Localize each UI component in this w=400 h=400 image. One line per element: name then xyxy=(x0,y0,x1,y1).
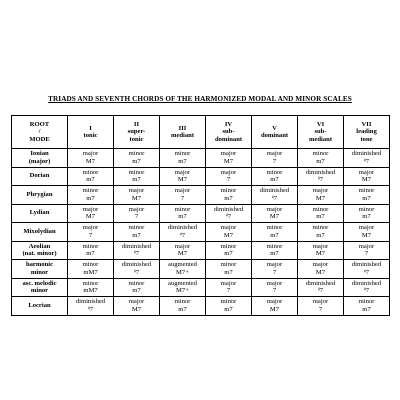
chord-line: ᶿ7 xyxy=(133,250,140,258)
chord-line: major xyxy=(312,187,329,195)
chord-cell xyxy=(252,278,298,297)
chord-cell xyxy=(298,297,344,316)
chord-line: minor xyxy=(128,279,145,287)
table-row xyxy=(12,186,390,205)
chord-line: m7 xyxy=(224,194,233,202)
chord-cell xyxy=(206,167,252,186)
chord-line: minor xyxy=(82,261,99,269)
header-degree-line: IV xyxy=(224,120,233,128)
chord-line: M7+ xyxy=(176,268,189,276)
chord-line: ᶿ7 xyxy=(317,176,324,184)
header-root-mode-line: MODE xyxy=(29,135,50,143)
chord-line: ᶿ7 xyxy=(363,268,370,276)
header-root-mode-line: ROOT xyxy=(29,120,50,128)
mode-name-line: Ionian xyxy=(30,150,49,158)
chord-cell xyxy=(344,241,390,260)
header-degree-line: leading xyxy=(356,128,377,136)
header-row xyxy=(12,116,390,149)
chord-cell xyxy=(68,149,114,168)
header-degree-line: VII xyxy=(361,120,372,128)
chord-line: m7 xyxy=(270,231,279,239)
chord-line: minor xyxy=(82,168,99,176)
chord-cell xyxy=(68,167,114,186)
chord-line: mM7 xyxy=(83,268,98,276)
chord-line: minor xyxy=(312,224,329,232)
mode-name-line: (major) xyxy=(28,157,51,165)
chord-line: ᶿ7 xyxy=(179,231,186,239)
chord-cell xyxy=(206,223,252,242)
chord-cell xyxy=(160,260,206,279)
header-degree-line: tonic xyxy=(83,132,98,139)
document-title: TRIADS AND SEVENTH CHORDS OF THE HARMONIZED MODAL AND MINOR SCALES xyxy=(48,95,352,103)
chord-cell xyxy=(298,223,344,242)
chord-cell xyxy=(344,167,390,186)
chord-cell xyxy=(68,223,114,242)
chord-line: major xyxy=(358,242,375,250)
header-degree-line: sub- xyxy=(314,128,327,136)
header-degree-line: mediant xyxy=(170,132,195,139)
chord-line: m7 xyxy=(362,194,371,202)
chord-cell xyxy=(298,149,344,168)
chord-line: major xyxy=(128,298,145,306)
mode-name-line: Lydian xyxy=(29,209,50,217)
chord-line: 7 xyxy=(226,287,231,295)
chord-line: ᶿ7 xyxy=(363,157,370,165)
chord-cell xyxy=(344,149,390,168)
chord-line: ᶿ7 xyxy=(271,194,278,202)
chord-cell xyxy=(206,149,252,168)
chord-line: major xyxy=(220,150,237,158)
mode-name-cell xyxy=(12,241,68,260)
chord-line: 7 xyxy=(180,194,185,202)
chord-line: m7 xyxy=(86,176,95,184)
chord-line: major xyxy=(266,279,283,287)
mode-name-cell xyxy=(12,223,68,242)
chord-line: minor xyxy=(128,150,145,158)
mode-name-line: asc. melodic xyxy=(22,279,57,287)
chord-line: diminished xyxy=(75,298,106,306)
chord-line: M7+ xyxy=(176,287,189,295)
chord-line: diminished xyxy=(351,261,382,269)
chord-cell xyxy=(114,167,160,186)
chord-cell xyxy=(160,241,206,260)
chord-line: major xyxy=(82,205,99,213)
chord-line: minor xyxy=(220,261,237,269)
table-row xyxy=(12,204,390,223)
chord-line: minor xyxy=(358,205,375,213)
mode-name-line: minor xyxy=(30,268,49,276)
mode-name-line: Dorian xyxy=(29,172,50,180)
chord-cell xyxy=(298,167,344,186)
chord-cell xyxy=(344,204,390,223)
chord-line: 7 xyxy=(272,157,277,165)
chord-line: major xyxy=(82,150,99,158)
chord-line: minor xyxy=(312,150,329,158)
chord-line: minor xyxy=(174,298,191,306)
mode-name-cell xyxy=(12,186,68,205)
mode-name-cell xyxy=(12,204,68,223)
chord-line: 7 xyxy=(364,250,369,258)
chord-cell xyxy=(298,278,344,297)
chord-line: m7 xyxy=(178,213,187,221)
table-row xyxy=(12,260,390,279)
chord-cell xyxy=(298,260,344,279)
chord-cell xyxy=(344,260,390,279)
chord-cell xyxy=(114,241,160,260)
chord-line: major xyxy=(128,205,145,213)
mode-name-line: Mixolydian xyxy=(23,227,56,235)
chord-cell xyxy=(160,223,206,242)
chord-line: minor xyxy=(220,242,237,250)
chord-cell xyxy=(252,297,298,316)
chord-line: minor xyxy=(358,298,375,306)
chord-line: M7 xyxy=(223,231,234,239)
chord-cell xyxy=(68,297,114,316)
chord-line: m7 xyxy=(270,250,279,258)
mode-name-line: minor xyxy=(30,287,49,295)
table-row xyxy=(12,278,390,297)
chord-line: augmented xyxy=(168,261,197,269)
chord-line: m7 xyxy=(86,250,95,258)
chord-line: minor xyxy=(174,205,191,213)
chord-cell xyxy=(160,204,206,223)
header-degree-line: mediant xyxy=(308,135,333,143)
chord-line: 7 xyxy=(134,213,139,221)
chord-cell xyxy=(68,186,114,205)
chord-cell xyxy=(160,149,206,168)
mode-name-cell xyxy=(12,149,68,168)
header-root-mode-line: / xyxy=(38,128,41,136)
chord-line: M7 xyxy=(177,250,188,258)
chord-line: major xyxy=(174,168,191,176)
chord-line: m7 xyxy=(316,157,325,165)
header-degree-line: sub- xyxy=(222,128,235,136)
chord-cell xyxy=(344,223,390,242)
chord-cell xyxy=(206,278,252,297)
chord-line: minor xyxy=(82,242,99,250)
chord-line: M7 xyxy=(269,213,280,221)
chord-line: minor xyxy=(266,242,283,250)
chord-cell xyxy=(160,167,206,186)
chord-cell xyxy=(344,186,390,205)
chord-line: M7 xyxy=(269,305,280,313)
header-degree-5 xyxy=(252,116,298,149)
header-degree-2 xyxy=(114,116,160,149)
chord-cell xyxy=(298,241,344,260)
mode-name-cell xyxy=(12,278,68,297)
chord-cell xyxy=(114,149,160,168)
chord-cell xyxy=(114,204,160,223)
chord-line: m7 xyxy=(132,157,141,165)
chord-line: major xyxy=(266,205,283,213)
chord-cell xyxy=(344,297,390,316)
chord-line: M7 xyxy=(131,305,142,313)
chord-cell xyxy=(252,260,298,279)
table-body xyxy=(12,149,390,316)
chord-cell xyxy=(206,204,252,223)
chord-line: 7 xyxy=(272,268,277,276)
chord-line: m7 xyxy=(224,250,233,258)
header-degree-line: II xyxy=(133,120,140,128)
chord-line: major xyxy=(358,224,375,232)
chord-line: augmented xyxy=(168,279,197,287)
chord-line: M7 xyxy=(315,268,326,276)
chord-line: M7 xyxy=(315,250,326,258)
chord-line: diminished xyxy=(351,150,382,158)
chord-line: minor xyxy=(82,187,99,195)
chord-cell xyxy=(160,278,206,297)
chord-line: diminished xyxy=(167,224,198,232)
table-row xyxy=(12,167,390,186)
chord-line: minor xyxy=(82,279,99,287)
header-degree-7 xyxy=(344,116,390,149)
chord-line: diminished xyxy=(213,205,244,213)
chord-line: major xyxy=(266,298,283,306)
chord-line: m7 xyxy=(132,287,141,295)
table-row xyxy=(12,241,390,260)
chord-line: m7 xyxy=(132,231,141,239)
mode-name-cell xyxy=(12,297,68,316)
chord-line: m7 xyxy=(132,176,141,184)
chord-line: m7 xyxy=(362,305,371,313)
chord-line: m7 xyxy=(316,231,325,239)
header-degree-3 xyxy=(160,116,206,149)
chord-line: mM7 xyxy=(83,287,98,295)
header-degree-line: dominant xyxy=(214,135,243,143)
chord-line: M7 xyxy=(131,194,142,202)
table-row xyxy=(12,223,390,242)
chord-cell xyxy=(206,186,252,205)
chord-line: ᶿ7 xyxy=(317,287,324,295)
chord-cell xyxy=(206,297,252,316)
chord-line: major xyxy=(266,150,283,158)
mode-name-line: Aeolian xyxy=(28,242,51,250)
chord-cell xyxy=(114,223,160,242)
chord-line: m7 xyxy=(86,194,95,202)
chord-line: minor xyxy=(174,150,191,158)
chord-line: diminished xyxy=(121,242,152,250)
header-root-mode xyxy=(12,116,68,149)
chord-line: 7 xyxy=(88,231,93,239)
chord-line: m7 xyxy=(178,157,187,165)
chord-line: m7 xyxy=(362,213,371,221)
chord-line: major xyxy=(82,224,99,232)
chord-line: major xyxy=(312,242,329,250)
chord-line: major xyxy=(312,261,329,269)
chord-cell xyxy=(252,149,298,168)
mode-name-line: (nat. minor) xyxy=(22,250,57,258)
chord-cell xyxy=(298,186,344,205)
chord-cell xyxy=(160,186,206,205)
mode-name-line: Phrygian xyxy=(26,190,53,198)
chord-line: minor xyxy=(220,187,237,195)
mode-name-line: harmonic xyxy=(25,261,54,269)
chord-cell xyxy=(252,241,298,260)
header-degree-4 xyxy=(206,116,252,149)
chord-line: major xyxy=(174,187,191,195)
chord-line: minor xyxy=(220,298,237,306)
chord-line: minor xyxy=(266,168,283,176)
chord-cell xyxy=(206,241,252,260)
chord-cell xyxy=(206,260,252,279)
chord-line: ᶿ7 xyxy=(225,213,232,221)
chord-table xyxy=(11,115,390,316)
chord-line: major xyxy=(128,187,145,195)
chord-line: major xyxy=(266,261,283,269)
header-degree-line: tonic xyxy=(129,135,144,143)
mode-name-cell xyxy=(12,260,68,279)
chord-cell xyxy=(114,278,160,297)
chord-line: M7 xyxy=(223,157,234,165)
chord-line: m7 xyxy=(178,305,187,313)
header-degree-line: tone xyxy=(360,135,373,143)
chord-line: minor xyxy=(266,224,283,232)
header-degree-line: super- xyxy=(127,128,146,136)
chord-line: M7 xyxy=(85,157,96,165)
chord-line: major xyxy=(312,298,329,306)
chord-line: diminished xyxy=(351,279,382,287)
header-degree-6 xyxy=(298,116,344,149)
chord-line: minor xyxy=(128,168,145,176)
chord-cell xyxy=(252,167,298,186)
header-degree-line: V xyxy=(272,124,277,132)
chord-cell xyxy=(114,186,160,205)
chord-line: m7 xyxy=(316,213,325,221)
header-degree-line: I xyxy=(89,124,92,132)
chord-cell xyxy=(252,223,298,242)
chord-line: 7 xyxy=(272,287,277,295)
chord-cell xyxy=(252,186,298,205)
chord-line: minor xyxy=(128,224,145,232)
chord-line: diminished xyxy=(259,187,290,195)
mode-name-line: Locrian xyxy=(28,301,51,309)
chord-line: M7 xyxy=(361,231,372,239)
table-header xyxy=(12,116,390,149)
chord-line: major xyxy=(220,168,237,176)
header-degree-1 xyxy=(68,116,114,149)
chord-line: m7 xyxy=(270,176,279,184)
chord-cell xyxy=(68,241,114,260)
chord-line: major xyxy=(220,279,237,287)
chord-line: ᶿ7 xyxy=(133,268,140,276)
chord-cell xyxy=(114,260,160,279)
chord-cell xyxy=(68,260,114,279)
chord-line: diminished xyxy=(305,168,336,176)
chord-line: ᶿ7 xyxy=(363,287,370,295)
chord-line: M7 xyxy=(85,213,96,221)
chord-cell xyxy=(114,297,160,316)
chord-line: m7 xyxy=(224,305,233,313)
chord-line: ᶿ7 xyxy=(87,305,94,313)
chord-line: diminished xyxy=(121,261,152,269)
table-row xyxy=(12,149,390,168)
chord-cell xyxy=(160,297,206,316)
chord-cell xyxy=(298,204,344,223)
header-degree-line: dominant xyxy=(260,132,289,139)
mode-name-cell xyxy=(12,167,68,186)
chord-line: 7 xyxy=(318,305,323,313)
chord-cell xyxy=(252,204,298,223)
header-degree-line: III xyxy=(178,124,187,132)
chord-line: minor xyxy=(358,187,375,195)
chord-line: M7 xyxy=(315,194,326,202)
chord-line: M7 xyxy=(361,176,372,184)
table-row xyxy=(12,297,390,316)
chord-line: M7 xyxy=(177,176,188,184)
chord-line: major xyxy=(358,168,375,176)
chord-line: minor xyxy=(312,205,329,213)
header-degree-line: VI xyxy=(316,120,325,128)
chord-line: major xyxy=(220,224,237,232)
chord-line: m7 xyxy=(224,268,233,276)
chord-cell xyxy=(68,278,114,297)
chord-line: diminished xyxy=(305,279,336,287)
chord-line: 7 xyxy=(226,176,231,184)
chord-cell xyxy=(344,278,390,297)
chord-cell xyxy=(68,204,114,223)
chord-line: major xyxy=(174,242,191,250)
